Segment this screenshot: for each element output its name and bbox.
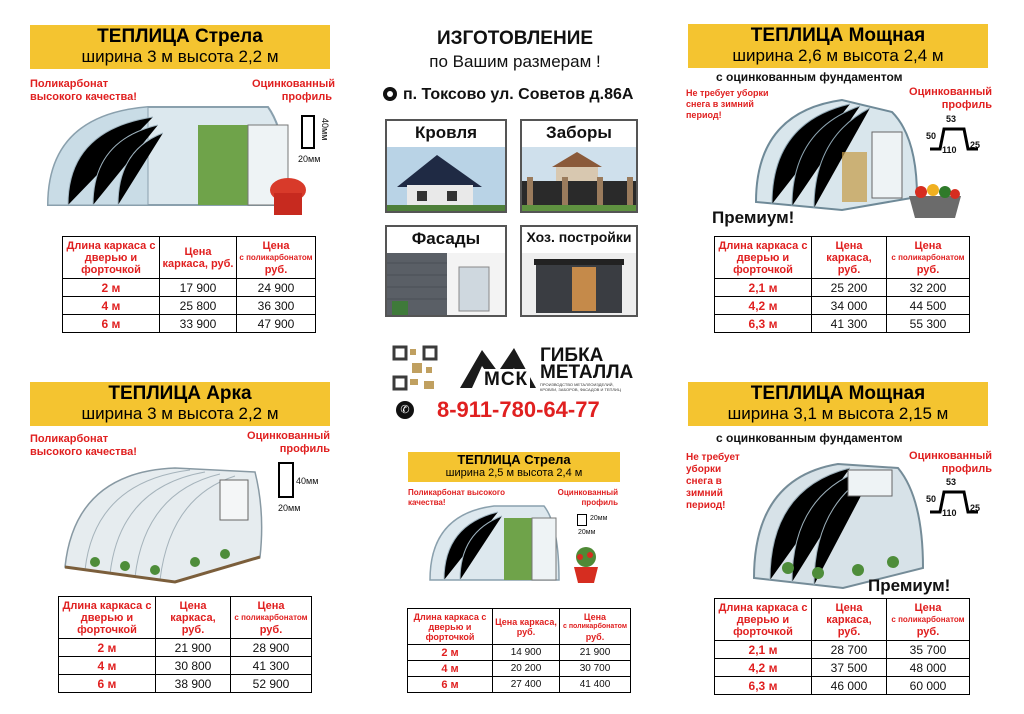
row-length: 6 м [63, 315, 160, 333]
row-poly-price: 44 500 [887, 297, 970, 315]
center-subtitle: по Вашим размерам ! [429, 52, 601, 71]
qr-code [392, 345, 438, 391]
snow-note: Не требует уборки снега в зимний период! [686, 452, 740, 511]
category-facades[interactable] [385, 225, 507, 317]
row-length: 6 м [408, 677, 493, 693]
profile-dim-right: 25 [970, 140, 981, 150]
price-table [714, 236, 970, 333]
vegetable-basket-image [905, 180, 965, 220]
row-frame-price: 37 500 [812, 659, 887, 677]
col-poly-l1: Цена [262, 239, 290, 252]
table-row [715, 641, 970, 659]
product-banner [688, 382, 988, 426]
row-frame-price: 38 900 [156, 675, 231, 693]
product-size: ширина 2,5 м высота 2,4 м [445, 467, 583, 479]
profile-note: Оцинкованный профиль [247, 430, 330, 455]
row-poly-price: 55 300 [887, 315, 970, 333]
greenhouse-image [752, 92, 922, 212]
row-length: 4 м [408, 661, 493, 677]
row-frame-price: 20 200 [493, 661, 560, 677]
col-poly-l3: руб. [916, 625, 940, 638]
row-poly-price: 24 900 [237, 279, 316, 297]
col-poly-l2: с поликарбонатом [891, 614, 965, 624]
profile-dim-width: 20мм [278, 503, 301, 513]
row-poly-price: 21 900 [560, 645, 631, 661]
greenhouse-image [38, 95, 308, 220]
profile-dim-bottom: 110 [942, 508, 957, 518]
table-row [715, 297, 970, 315]
product-banner [408, 452, 620, 482]
row-poly-price: 36 300 [237, 297, 316, 315]
col-frame-header: Цена каркаса, руб. [812, 237, 887, 279]
row-poly-price: 60 000 [887, 677, 970, 695]
product-title: ТЕПЛИЦА Мощная [750, 25, 926, 46]
price-table [407, 608, 631, 693]
profile-dim-height: 20мм [590, 515, 608, 522]
polycarbonate-note: Поликарбонат высокого качества! [408, 488, 506, 507]
col-length-header: Длина каркаса с дверью и форточкой [63, 237, 160, 279]
profile-note: Оцинкованный профиль [252, 78, 335, 103]
product-title: ТЕПЛИЦА Стрела [97, 26, 263, 47]
profile-dim-width: 20мм [578, 529, 596, 536]
address-text: п. Токсово ул. Советов д.86А [403, 86, 634, 103]
col-poly-l3: руб. [585, 631, 605, 642]
greenhouse-image [55, 462, 270, 590]
center-title: ИЗГОТОВЛЕНИЕ [436, 28, 594, 49]
table-row [59, 675, 312, 693]
profile-dim-width: 20мм [298, 154, 321, 164]
table-row [59, 657, 312, 675]
profile-dim-left: 50 [926, 494, 937, 504]
col-length-header: Длина каркаса с дверью и форточкой [408, 609, 493, 645]
profile-dim-left: 50 [926, 131, 937, 141]
facade-image [387, 253, 505, 317]
category-label: Кровля [387, 121, 505, 147]
profile-diagram [278, 462, 294, 498]
col-frame-header: Цена каркаса, руб. [812, 599, 887, 641]
col-frame-header: Цена каркаса, руб. [160, 237, 237, 279]
tomato-pot-image [566, 545, 606, 585]
phone-number[interactable]: 8-911-780-64-77 [437, 397, 600, 422]
snow-note: Не требует уборки снега в зимний период! [686, 88, 769, 120]
table-row [63, 315, 316, 333]
polycarbonate-note: Поликарбонат высокого качества! [30, 78, 137, 103]
row-frame-price: 25 200 [812, 279, 887, 297]
category-fences[interactable] [520, 119, 638, 213]
price-table [58, 596, 312, 693]
col-frame-header: Цена каркаса, руб. [493, 609, 560, 645]
logo-tagline: ПРОИЗВОДСТВО МЕТАЛЛОИЗДЕЛИЙ, КРОВЛИ, ЗАБОРОВ, ФАСАДОВ И ТЕПЛИЦ [540, 382, 621, 392]
product-size: ширина 3,1 м высота 2,15 м [727, 404, 949, 423]
profile-dim-height: 40мм [320, 118, 330, 141]
location-pin-icon [383, 87, 397, 101]
row-poly-price: 41 400 [560, 677, 631, 693]
row-poly-price: 35 700 [887, 641, 970, 659]
logo-letters: МСК [484, 369, 529, 390]
col-length-header: Длина каркаса с дверью и форточкой [715, 599, 812, 641]
house-roof-image [387, 147, 505, 213]
product-title: ТЕПЛИЦА Стрела [457, 452, 571, 467]
col-length-header: Длина каркаса с дверью и форточкой [59, 597, 156, 639]
col-poly-l2: с поликарбонатом [239, 252, 313, 262]
row-length: 4,2 м [715, 659, 812, 677]
col-poly-l1: Цена [914, 601, 942, 614]
col-poly-l3: руб. [264, 263, 288, 276]
profile-note: Оцинкованный профиль [909, 450, 992, 475]
product-title: ТЕПЛИЦА Мощная [750, 383, 926, 404]
col-poly-l3: руб. [916, 263, 940, 276]
category-roofing[interactable] [385, 119, 507, 213]
category-label: Заборы [522, 121, 636, 147]
logo-name-1: ГИБКА [540, 345, 604, 366]
product-banner [30, 382, 330, 426]
row-frame-price: 34 000 [812, 297, 887, 315]
profile-diagram [577, 514, 587, 526]
col-poly-l1: Цена [914, 239, 942, 252]
table-row [408, 645, 631, 661]
premium-label: Премиум! [712, 208, 795, 227]
product-size: ширина 3 м высота 2,2 м [81, 404, 279, 423]
product-banner [688, 24, 988, 68]
row-poly-price: 28 900 [231, 639, 312, 657]
row-poly-price: 47 900 [237, 315, 316, 333]
table-row [715, 279, 970, 297]
row-frame-price: 25 800 [160, 297, 237, 315]
row-length: 2 м [63, 279, 160, 297]
greenhouse-image [424, 500, 569, 590]
col-poly-l3: руб. [259, 623, 283, 636]
price-table [62, 236, 316, 333]
table-row [715, 677, 970, 695]
table-row [715, 315, 970, 333]
col-frame-header: Цена каркаса, руб. [156, 597, 231, 639]
col-poly-header [887, 237, 970, 279]
row-length: 6,3 м [715, 315, 812, 333]
foundation-note: с оцинкованным фундаментом [716, 431, 903, 445]
profile-dim-right: 25 [970, 503, 981, 513]
row-frame-price: 21 900 [156, 639, 231, 657]
col-poly-l2: с поликарбонатом [891, 252, 965, 262]
category-label: Фасады [387, 227, 505, 253]
row-frame-price: 14 900 [493, 645, 560, 661]
category-label: Хоз. постройки [522, 227, 636, 253]
row-frame-price: 28 700 [812, 641, 887, 659]
row-length: 4 м [59, 657, 156, 675]
col-poly-l1: Цена [257, 599, 285, 612]
row-frame-price: 41 300 [812, 315, 887, 333]
profile-note: Оцинкованный профиль [909, 86, 992, 111]
col-length-header: Длина каркаса с дверью и форточкой [715, 237, 812, 279]
row-frame-price: 30 800 [156, 657, 231, 675]
col-poly-header [887, 599, 970, 641]
table-row [63, 297, 316, 315]
profile-note: Оцинкованный профиль [557, 488, 618, 507]
row-length: 2 м [59, 639, 156, 657]
col-poly-l2: с поликарбонатом [562, 622, 627, 630]
shed-image [522, 253, 636, 317]
row-length: 6,3 м [715, 677, 812, 695]
profile-dim-bottom: 110 [942, 145, 957, 155]
product-size: ширина 3 м высота 2,2 м [81, 47, 279, 66]
polycarbonate-note: Поликарбонат высокого качества! [30, 433, 137, 458]
product-title: ТЕПЛИЦА Арка [108, 383, 252, 404]
product-size: ширина 2,6 м высота 2,4 м [732, 46, 944, 65]
product-banner [30, 25, 330, 69]
table-row [715, 659, 970, 677]
row-length: 2 м [408, 645, 493, 661]
table-row [63, 279, 316, 297]
logo-name-2: МЕТАЛЛА [540, 362, 634, 383]
row-frame-price: 33 900 [160, 315, 237, 333]
row-poly-price: 32 200 [887, 279, 970, 297]
row-frame-price: 27 400 [493, 677, 560, 693]
row-length: 4,2 м [715, 297, 812, 315]
table-row [59, 639, 312, 657]
row-poly-price: 30 700 [560, 661, 631, 677]
profile-dim-top: 53 [946, 114, 957, 124]
col-poly-header [231, 597, 312, 639]
table-row [408, 677, 631, 693]
row-poly-price: 41 300 [231, 657, 312, 675]
greenhouse-image [748, 458, 928, 593]
fence-image [522, 147, 636, 213]
profile-dim-top: 53 [946, 477, 957, 487]
row-frame-price: 46 000 [812, 677, 887, 695]
row-frame-price: 17 900 [160, 279, 237, 297]
col-poly-l1: Цена [583, 611, 607, 622]
premium-label: Премиум! [868, 576, 951, 595]
col-poly-header [237, 237, 316, 279]
col-poly-l2: с поликарбонатом [234, 612, 308, 622]
foundation-note: с оцинкованным фундаментом [716, 70, 903, 84]
col-poly-header [560, 609, 631, 645]
row-length: 2,1 м [715, 279, 812, 297]
price-table [714, 598, 970, 695]
row-length: 2,1 м [715, 641, 812, 659]
profile-dim-height: 40мм [296, 476, 319, 486]
phone-icon: ✆ [396, 401, 414, 419]
address-line [383, 86, 653, 104]
category-outbuildings[interactable] [520, 225, 638, 317]
row-poly-price: 48 000 [887, 659, 970, 677]
row-length: 6 м [59, 675, 156, 693]
row-poly-price: 52 900 [231, 675, 312, 693]
table-row [408, 661, 631, 677]
row-length: 4 м [63, 297, 160, 315]
